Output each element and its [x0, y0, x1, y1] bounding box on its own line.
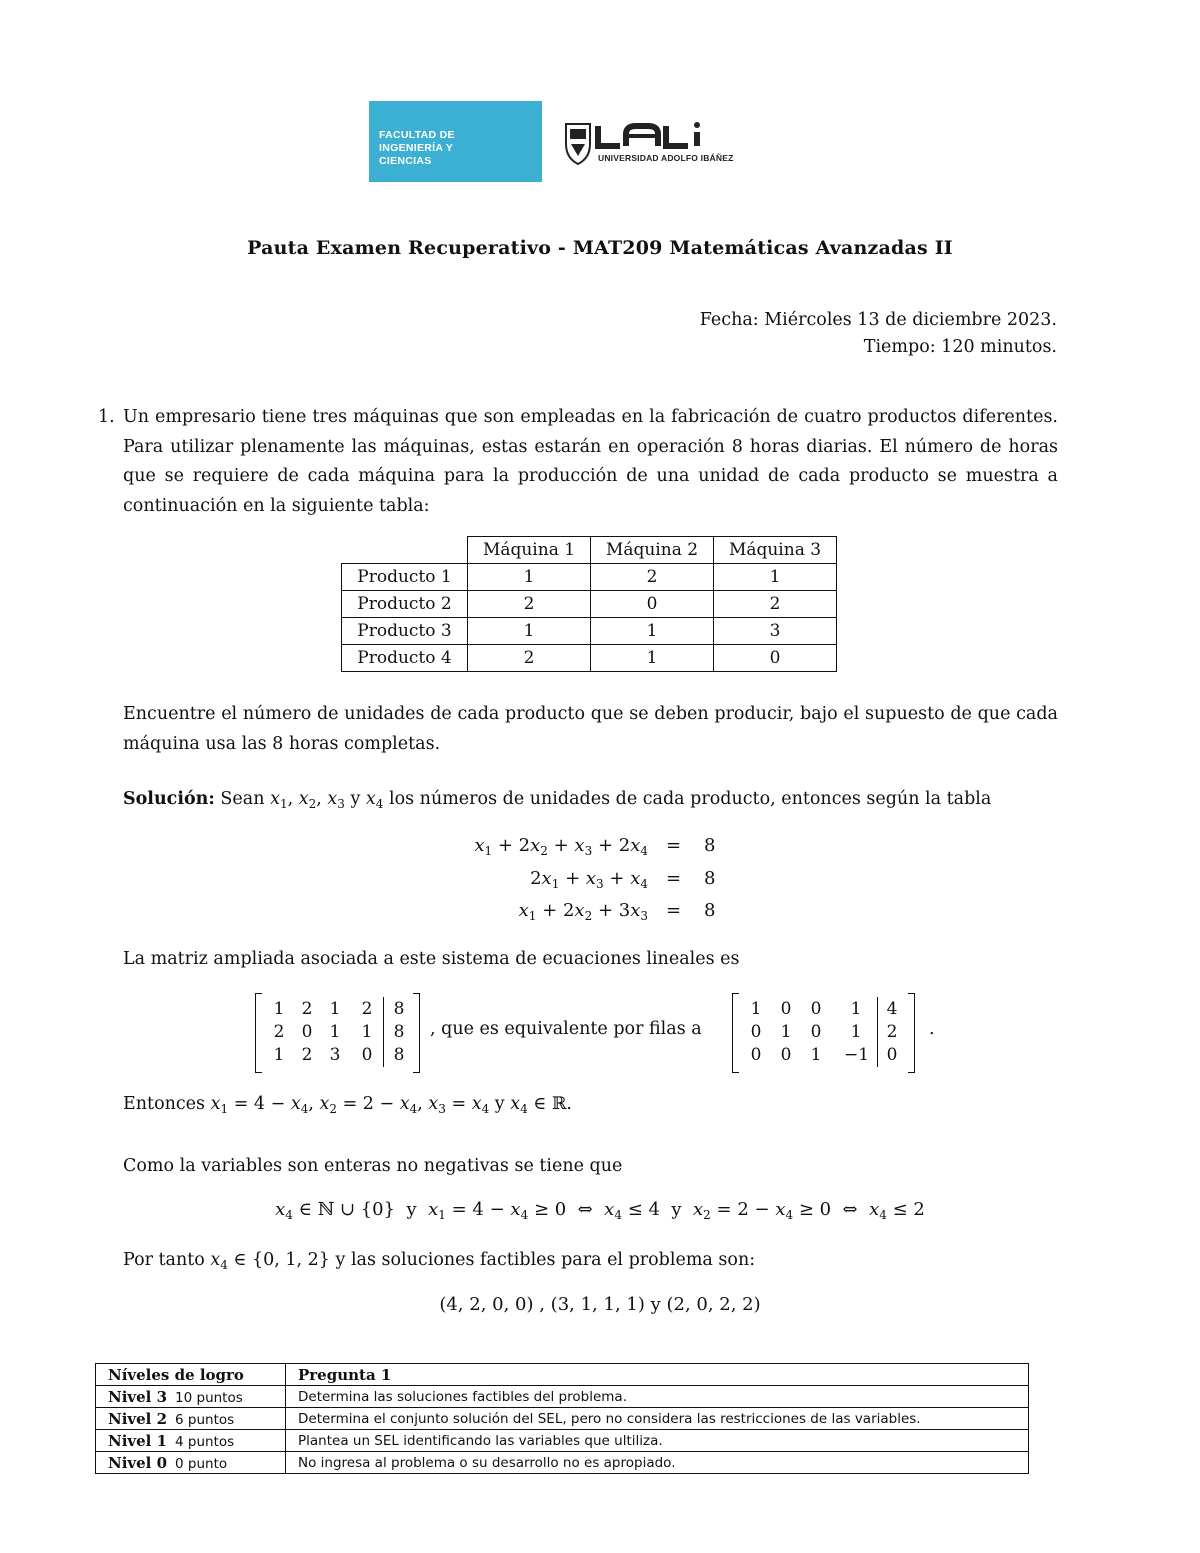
matrix-entry: 1 — [273, 999, 285, 1019]
period: . — [929, 1019, 935, 1039]
portanto-after: y las soluciones factibles para el problema son: — [335, 1250, 756, 1270]
row-label: Producto 3 — [342, 618, 468, 645]
matrix-entry: 0 — [810, 999, 822, 1019]
augmented-matrix-text: La matriz ampliada asociada a este sistema de ecuaciones lineales es — [123, 949, 740, 969]
matrix-entry: 0 — [886, 1045, 898, 1065]
table-row — [96, 1386, 1029, 1408]
exam-duration: Tiempo: 120 minutos. — [863, 337, 1057, 357]
table-row — [96, 1430, 1029, 1452]
matrix-entry: −1 — [844, 1045, 870, 1065]
general-solution: Entonces $x_1 = 4 - x_4$, $x_2 = 2 - x_4$, $x_3 = x_4$ y $x_4$ ∈ ℝ. — [123, 1094, 572, 1116]
matrix-entry: 2 — [301, 1045, 313, 1065]
matrix-entry: 4 — [886, 999, 898, 1019]
feasible-solutions: (4, 2, 0, 0) , (3, 1, 1, 1) y (2, 0, 2, 2) — [439, 1294, 761, 1315]
matrix-entry: 1 — [810, 1045, 822, 1065]
matrix-entry: 1 — [329, 1022, 341, 1042]
table-header-cell: Máquina 2 — [591, 537, 714, 564]
portanto-before: Por tanto — [123, 1250, 205, 1270]
rubric-description: Plantea un SEL identificando las variables que ultiliza. — [298, 1432, 663, 1449]
matrix-bracket-right — [908, 993, 915, 1073]
matrix-entry: 1 — [780, 1022, 792, 1042]
rubric-points: 4 puntos — [175, 1433, 235, 1450]
matrix-separator — [877, 997, 878, 1067]
faculty-logo-text: FACULTAD DE INGENIERÍA Y CIENCIAS — [379, 129, 455, 167]
matrix-entry: 1 — [850, 999, 862, 1019]
faculty-logo — [369, 101, 542, 182]
table-cell: 1 — [468, 564, 591, 591]
table-row — [96, 1452, 1029, 1474]
table-cell: 1 — [468, 618, 591, 645]
matrix-entry: 8 — [393, 999, 405, 1019]
matrix-entry: 1 — [361, 1022, 373, 1042]
matrix-bracket-left — [255, 993, 262, 1073]
table-cell: 0 — [591, 591, 714, 618]
university-logo — [562, 120, 752, 170]
solution-intro-before: Sean — [220, 789, 265, 809]
matrix-entry: 0 — [780, 999, 792, 1019]
exam-date: Fecha: Miércoles 13 de diciembre 2023. — [699, 310, 1057, 330]
rubric-level: Nivel 3 — [108, 1387, 168, 1406]
table-corner-cell — [342, 537, 468, 564]
matrix-entry: 8 — [393, 1022, 405, 1042]
matrix-entry: 2 — [273, 1022, 285, 1042]
question-number: 1. — [98, 407, 115, 427]
table-cell: 2 — [714, 591, 837, 618]
rubric-description: Determina las soluciones factibles del problema. — [298, 1388, 627, 1405]
rubric-header-row — [96, 1364, 1029, 1386]
augmented-matrix — [255, 993, 425, 1071]
question-task: Encuentre el número de unidades de cada producto que se deben producir, bajo el supuesto de que cada máquina usa las 8 horas completas. — [123, 704, 1058, 754]
matrix-separator — [383, 997, 384, 1067]
equivalence-text: , que es equivalente por filas a — [430, 1019, 702, 1039]
matrix-entry: 0 — [780, 1045, 792, 1065]
matrix-entry: 0 — [750, 1045, 762, 1065]
rubric-table — [95, 1363, 1029, 1474]
machine-hours-table — [341, 536, 837, 672]
matrix-entry: 1 — [273, 1045, 285, 1065]
table-cell: 3 — [714, 618, 837, 645]
rubric-points: 10 puntos — [175, 1389, 243, 1406]
matrix-entry: 3 — [329, 1045, 341, 1065]
solution-intro-after: los números de unidades de cada producto, entonces según la tabla — [389, 789, 992, 809]
rubric-level: Nivel 1 — [108, 1431, 168, 1450]
matrix-entry: 8 — [393, 1045, 405, 1065]
row-label: Producto 1 — [342, 564, 468, 591]
university-logo-text: UNIVERSIDAD ADOLFO IBÁÑEZ — [598, 153, 734, 163]
table-cell: 1 — [591, 645, 714, 672]
table-header-cell: Máquina 3 — [714, 537, 837, 564]
page-title: Pauta Examen Recuperativo - MAT209 Matemáticas Avanzadas II — [247, 237, 953, 259]
rubric-description: Determina el conjunto solución del SEL, pero no considera las restricciones de las variables. — [298, 1410, 921, 1427]
table-cell: 1 — [591, 618, 714, 645]
rubric-header-cell: Níveles de logro — [96, 1364, 286, 1386]
table-header-row — [342, 537, 837, 564]
table-row — [342, 564, 837, 591]
rubric-points: 0 punto — [175, 1455, 228, 1472]
reduced-matrix — [732, 993, 922, 1071]
table-cell: 2 — [468, 645, 591, 672]
matrix-entry: 0 — [750, 1022, 762, 1042]
row-label: Producto 2 — [342, 591, 468, 618]
matrix-entry: 1 — [750, 999, 762, 1019]
table-row — [342, 618, 837, 645]
question-statement: Un empresario tiene tres máquinas que son empleadas en la fabricación de cuatro productos diferentes. Para utilizar plenamente las máquinas, estas estarán en operación 8 horas diarias. El número de horas que se requiere de cada máquina para la producción de una unidad de cada producto se muestra a continuación en la siguiente tabla: — [123, 407, 1058, 516]
rubric-points: 6 puntos — [175, 1411, 235, 1428]
matrix-entry: 0 — [361, 1045, 373, 1065]
integer-condition-text: Como la variables son enteras no negativas se tiene que — [123, 1156, 623, 1176]
matrix-entry: 1 — [329, 999, 341, 1019]
matrix-entry: 0 — [301, 1022, 313, 1042]
matrix-entry: 2 — [301, 999, 313, 1019]
table-header-cell: Máquina 1 — [468, 537, 591, 564]
solution-intro: Solución: Sean $x_1$, $x_2$, $x_3$ y $x_4$ los números de unidades de cada producto, entonces según la tabla — [123, 789, 992, 811]
table-row — [96, 1408, 1029, 1430]
matrix-bracket-left — [732, 993, 739, 1073]
rubric-description: No ingresa al problema o su desarrollo no es apropiado. — [298, 1454, 676, 1471]
row-label: Producto 4 — [342, 645, 468, 672]
table-row — [342, 645, 837, 672]
table-cell: 1 — [714, 564, 837, 591]
matrix-entry: 2 — [886, 1022, 898, 1042]
conclusion-text: Por tanto $x_4$ ∈ {0, 1, 2} y las soluciones factibles para el problema son: — [123, 1250, 756, 1272]
rubric-level: Nivel 0 — [108, 1453, 168, 1472]
matrix-entry: 1 — [850, 1022, 862, 1042]
solution-label: Solución: — [123, 789, 215, 809]
entonces-word: Entonces — [123, 1094, 206, 1114]
matrix-entry: 2 — [361, 999, 373, 1019]
table-row — [342, 591, 837, 618]
table-cell: 2 — [591, 564, 714, 591]
integer-conditions: $x_4$ ∈ ℕ ∪ {0} y $x_1 = 4 - x_4 \ge 0$ ⇔ $x_4 \le 4$ y $x_2 = 2 - x_4 \ge 0$ ⇔ $x_4 \le 2$ — [275, 1199, 925, 1222]
table-cell: 2 — [468, 591, 591, 618]
table-cell: 0 — [714, 645, 837, 672]
rubric-level: Nivel 2 — [108, 1409, 168, 1428]
matrix-entry: 0 — [810, 1022, 822, 1042]
matrix-bracket-right — [413, 993, 420, 1073]
rubric-header-cell: Pregunta 1 — [286, 1364, 1029, 1386]
